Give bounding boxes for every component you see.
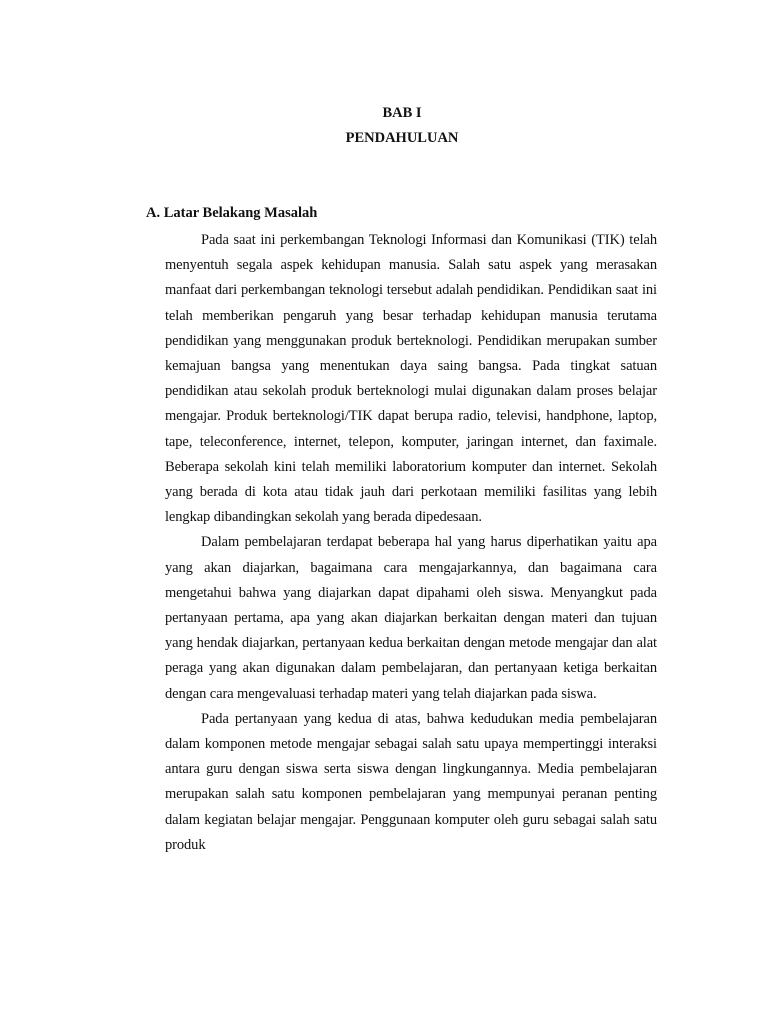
chapter-title: PENDAHULUAN <box>345 130 459 146</box>
body-text <box>165 228 657 858</box>
paragraph-3: Pada pertanyaan yang kedua di atas, bahwa kedudukan media pembelajaran dalam komponen metode mengajar sebagai salah satu upaya mempertinggi interaksi antara guru dengan siswa serta siswa dengan lingkungannya. Media pembelajaran merupakan salah satu komponen pembelajaran yang mempunyai peranan penting dalam kegiatan belajar mengajar. Penggunaan komputer oleh guru sebagai salah satu produk <box>165 710 657 853</box>
chapter-number: BAB I <box>382 105 422 121</box>
paragraph-2: Dalam pembelajaran terdapat beberapa hal yang harus diperhatikan yaitu apa yang akan diajarkan, bagaimana cara mengajarkannya, dan bagaimana cara mengetahui bahwa yang diajarkan dapat dipahami oleh siswa. Menyangkut pada pertanyaan pertama, apa yang akan diajarkan berkaitan dengan materi dan tujuan yang hendak diajarkan, pertanyaan kedua berkaitan dengan metode mengajar dan alat peraga yang akan digunakan dalam pembelajaran, dan pertanyaan ketiga berkaitan dengan cara mengevaluasi terhadap materi yang telah diajarkan pada siswa. <box>165 534 657 702</box>
paragraph-1: Pada saat ini perkembangan Teknologi Informasi dan Komunikasi (TIK) telah menyentuh segala aspek kehidupan manusia. Salah satu aspek yang merasakan manfaat dari perkembangan teknologi tersebut adalah pendidikan. Pendidikan saat ini telah memberikan pengaruh yang besar terhadap kehidupan manusia terutama pendidikan yang menggunakan produk berteknologi. Pendidikan merupakan sumber kemajuan bangsa yang menentukan daya saing bangsa. Pada tingkat satuan pendidikan atau sekolah produk berteknologi mulai digunakan dalam proses belajar mengajar. Produk berteknologi/TIK dapat berupa radio, televisi, handphone, laptop, tape, teleconference, internet, telepon, komputer, jaringan internet, dan faximale. Beberapa sekolah kini telah memiliki laboratorium komputer dan internet. Sekolah yang berada di kota atau tidak jauh dari perkotaan memiliki fasilitas yang lebih lengkap dibandingkan sekolah yang berada dipedesaan. <box>165 232 657 526</box>
section-heading: A. Latar Belakang Masalah <box>146 205 318 221</box>
